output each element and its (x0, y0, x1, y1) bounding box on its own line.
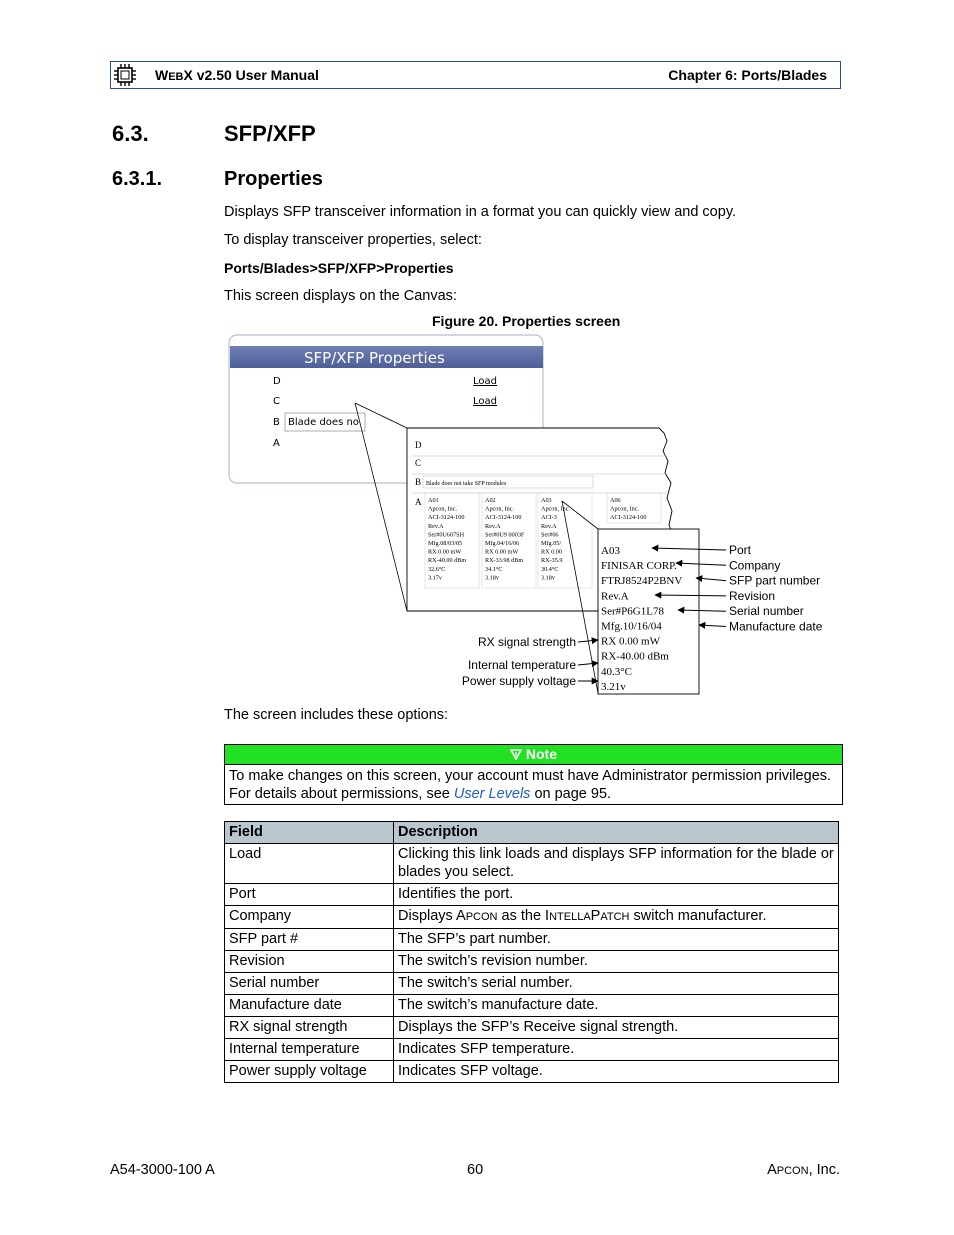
load-link-d[interactable]: Load (473, 376, 497, 387)
zoom-data-line: RX-40.00 dBm (601, 650, 669, 663)
port-data-line: RX-33.98 dBm (485, 557, 524, 565)
load-link-c[interactable]: Load (473, 396, 497, 407)
port-data-line: Apcon, Inc. (428, 505, 458, 513)
user-levels-link[interactable]: User Levels (453, 786, 531, 802)
port-data-line: RX 0.00 mW (428, 548, 462, 556)
zoom-data-line: Ser#P6G1L78 (601, 605, 664, 618)
table-row: Manufacture date The switch’s manufacture date. (225, 995, 839, 1017)
zoom-data-line: Mfg.10/16/04 (601, 620, 662, 633)
select-paragraph: To display transceiver properties, select: (224, 232, 482, 248)
properties-screen-figure (227, 333, 847, 703)
table-row: RX signal strength Displays the SFP’s Receive signal strength. (225, 1017, 839, 1039)
note-heading: Note (225, 745, 842, 765)
table-row: Revision The switch’s revision number. (225, 951, 839, 973)
callout-arrow (696, 578, 726, 581)
port-data-line: 30.4°C (541, 565, 559, 573)
chip-icon (114, 64, 136, 86)
table-header-row (225, 822, 839, 844)
table-row: Internal temperature Indicates SFP temperature. (225, 1039, 839, 1061)
port-data-line: 32.6°C (428, 565, 446, 573)
table-row: Power supply voltage Indicates SFP voltage. (225, 1061, 839, 1083)
note-box (224, 744, 843, 805)
subsection-title: Properties (224, 168, 323, 190)
port-data-line: A01 (428, 497, 439, 504)
port-data-line: Ser#06 (541, 531, 559, 539)
zoom-data-line: 40.3°C (601, 665, 632, 678)
callout-arrow (578, 663, 598, 665)
callout-label: Revision (729, 588, 776, 603)
row-d-label: D (273, 376, 281, 387)
port-data-line: ACI-3124-100 (610, 514, 647, 522)
port-data-line: 3.17v (428, 574, 442, 582)
row-b-label: B (273, 417, 280, 428)
port-data-line: A03 (541, 497, 552, 504)
table-row: Load Clicking this link loads and displays SFP information for the blade or blades you select. (225, 844, 839, 884)
callout-label: Internal temperature (467, 658, 576, 672)
table-row: Port Identifies the port. (225, 884, 839, 906)
zoom-data-line: A03 (601, 545, 620, 557)
zoom-data-line: FTRJ8524P2BNV (601, 575, 683, 588)
table-row: Serial number The switch’s serial number. (225, 973, 839, 995)
company-name: APCON, Inc. (767, 1162, 840, 1178)
callout-label: Serial number (729, 604, 804, 619)
zoom-data-line: Rev.A (601, 590, 629, 603)
port-data-line: RX 0.00 (541, 548, 562, 556)
blade-message: Blade does not take SFP modules (426, 481, 507, 487)
callout-label: Power supply voltage (461, 674, 576, 688)
port-data-line: Apcon, Inc. (541, 505, 571, 513)
callout-arrow (699, 625, 726, 627)
port-data-line: Rev.A (428, 522, 444, 530)
port-data-line: 3.18v (541, 574, 555, 582)
subsection-number: 6.3.1. (112, 168, 163, 190)
menu-path: Ports/Blades>SFP/XFP>Properties (224, 260, 454, 276)
panel-row-c: C (415, 458, 422, 468)
callout-label: SFP part number (729, 573, 821, 588)
port-data-line: Rev.A (485, 522, 501, 530)
port-data-line: Apcon, Inc. (610, 505, 640, 513)
callout-label: RX signal strength (477, 635, 576, 649)
port-data-line: Ser#0U607SH (428, 531, 465, 539)
doc-number: A54-3000-100 A (110, 1162, 215, 1178)
port-data-line: ACI-3124-100 (485, 514, 522, 522)
manual-title: WEBX v2.50 User Manual (155, 67, 319, 83)
callout-label: Company (729, 558, 781, 573)
blade-message-short: Blade does no (288, 417, 359, 428)
page-header (110, 61, 841, 89)
callout-label: Manufacture date (729, 619, 823, 634)
section-number: 6.3. (112, 121, 149, 146)
port-data-line: RX-40.00 dBm (428, 557, 467, 565)
panel-row-a: A (415, 497, 422, 507)
port-data-line: 34.1°C (485, 565, 503, 573)
port-data-line: Ser#0U9 0003F (485, 531, 525, 539)
table-row: Company Displays APCON as the INTELLAPATCH switch manufacturer. (225, 906, 839, 929)
note-icon (510, 749, 522, 760)
port-data-line: A06 (610, 497, 621, 504)
figure-caption: Figure 20. Properties screen (432, 313, 621, 329)
callout-label: Port (729, 543, 752, 557)
description-header: Description (394, 822, 839, 844)
port-data-line: ACI-3124-100 (428, 514, 465, 522)
note-text: To make changes on this screen, your account must have Administrator permission privileges. For details about permissions, see User Levels on page 95. (229, 768, 832, 802)
zoom-data-line: RX 0.00 mW (601, 635, 660, 648)
table-row: SFP part # The SFP’s part number. (225, 929, 839, 951)
options-table (224, 821, 839, 1083)
page-number: 60 (467, 1162, 484, 1178)
zoom-data-line: FINISAR CORP. (601, 560, 677, 573)
row-a-label: A (273, 438, 280, 449)
canvas-paragraph: This screen displays on the Canvas: (224, 288, 457, 304)
port-data-line: 3.18v (485, 574, 499, 582)
section-title: SFP/XFP (224, 121, 316, 146)
port-data-line: Mfg.05/ (541, 540, 562, 547)
port-data-line: Rev.A (541, 522, 557, 530)
port-data-line: ACI-3 (541, 514, 557, 522)
zoom-data-line: 3.21v (601, 680, 626, 693)
row-c-label: C (273, 396, 280, 407)
port-data-line: Mfg.04/16/06 (485, 540, 520, 547)
port-data-line: RX-35.9 (541, 557, 563, 565)
chapter-title: Chapter 6: Ports/Blades (668, 67, 827, 83)
field-header: Field (225, 822, 394, 844)
port-data-line: RX 0.00 mW (485, 548, 519, 556)
intro-paragraph: Displays SFP transceiver information in a format you can quickly view and copy. (224, 204, 737, 220)
port-data-line: A02 (485, 497, 496, 504)
panel-row-b: B (415, 477, 422, 487)
port-data-line: Apcon, Inc. (485, 505, 515, 513)
window-title: SFP/XFP Properties (304, 349, 445, 367)
panel-row-d: D (415, 440, 422, 450)
port-data-line: Mfg.08/03/05 (428, 540, 463, 547)
options-paragraph: The screen includes these options: (224, 707, 449, 723)
